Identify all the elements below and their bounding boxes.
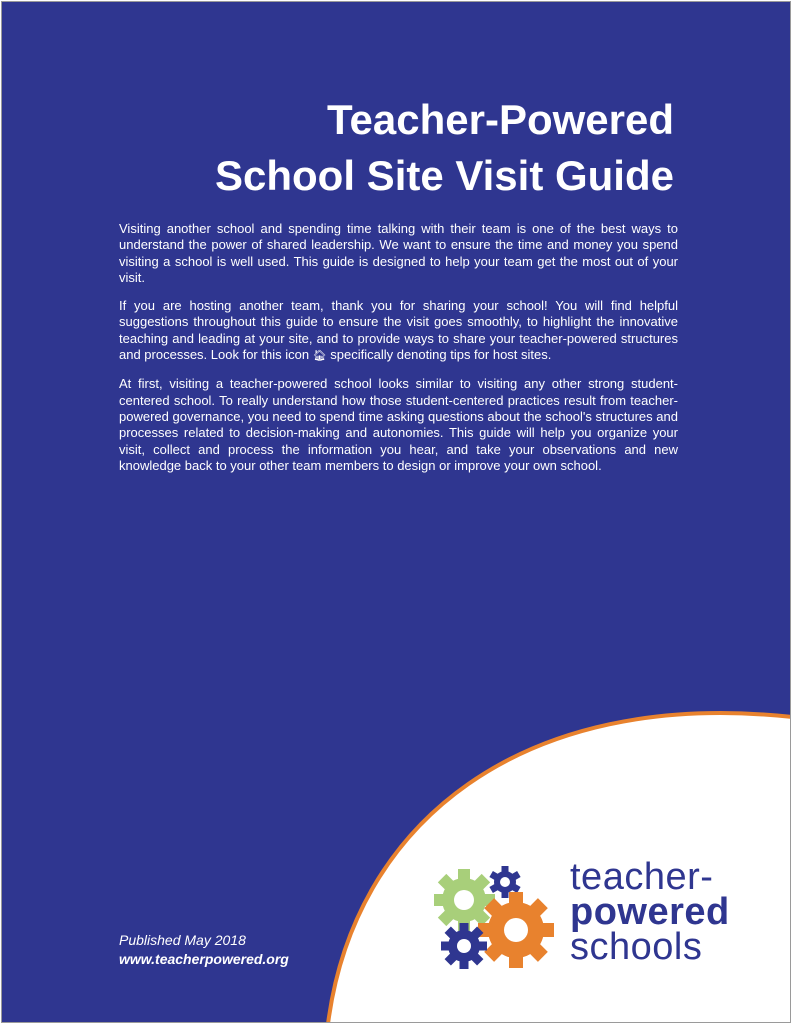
orange-gear-icon xyxy=(478,892,554,968)
paragraph-2-text-b: specifically denoting tips for host sites. xyxy=(326,347,552,363)
title-line-1: Teacher-Powered xyxy=(326,96,674,143)
paragraph-1: Visiting another school and spending time talking with their team is one of the best ways to understand the power of shared leadership. We want to ensure the time and money you spend visiting a school is well used. This guide is designed to help your team get the most out of your visit. xyxy=(119,221,678,285)
logo-wordmark xyxy=(570,856,730,968)
logo-line-2: powered xyxy=(570,891,730,933)
publication-info xyxy=(119,931,289,969)
logo-line-3: schools xyxy=(570,926,703,968)
green-gear-icon xyxy=(434,869,495,931)
navy-gear-icon xyxy=(441,923,487,969)
website-url[interactable]: www.teacherpowered.org xyxy=(119,951,289,967)
paragraph-3: At first, visiting a teacher-powered school looks similar to visiting any other strong student-centered school. To really understand how those student-centered practices result from teacher-powered governance, you need to spend time asking questions about the school's structures and processes related to decision-making and autonomies. This guide will help you organize your visit, collect and process the information you hear, and take your observations and new knowledge back to your other team members to design or improve your own school. xyxy=(119,376,678,473)
title-line-2: School Site Visit Guide xyxy=(215,152,674,199)
home-icon: 🏠︎ xyxy=(312,350,327,363)
paragraph-2-text-a: If you are hosting another team, thank you for sharing your school! You will find helpful suggestions throughout this guide to ensure the visit goes smoothly, to highlight the innovative teaching and leading at your site, and to provide ways to share your teacher-powered structures and processes. Look for this icon xyxy=(119,298,678,363)
published-date: Published May 2018 xyxy=(119,932,246,948)
logo-line-1: teacher- xyxy=(570,856,714,898)
cover-page xyxy=(1,1,791,1023)
